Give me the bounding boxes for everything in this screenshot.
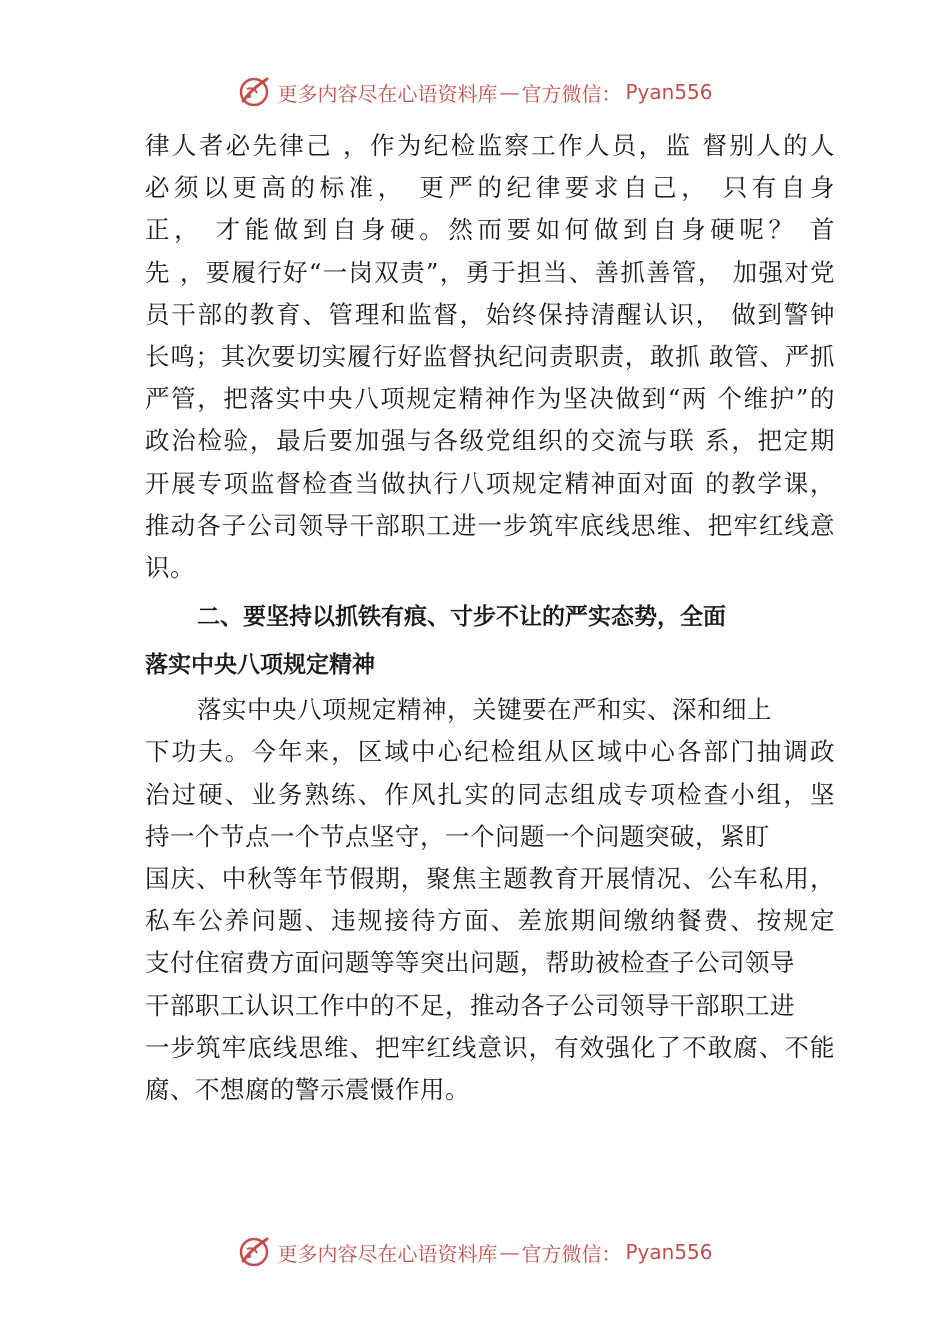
paragraph-line: 员干部的教育、管理和监督，始终保持清醒认识， 做到警钟 [145, 299, 835, 329]
paragraph-line: 一步筑牢底线思维、把牢红线意识，有效强化了不敢腐、不能 [145, 1032, 835, 1062]
paragraph-line: 推动各子公司领导干部职工进一步筑牢底线思维、把牢红线意 [145, 510, 835, 540]
paragraph-1 [145, 125, 835, 589]
paragraph-line: 必须以更高的标准， 更严的纪律要求自己， 只有自身 [145, 173, 835, 203]
paragraph-line: 持一个节点一个节点坚守，一个问题一个问题突破，紧盯 [145, 821, 770, 851]
watermark-wechat-id: Pyan556 [625, 1240, 713, 1264]
paragraph-line: 腐、不想腐的警示震慑作用。 [145, 1075, 470, 1105]
paragraph-line: 识。 [145, 553, 195, 583]
heading-line: 落实中央八项规定精神 [145, 652, 375, 679]
paragraph-line: 干部职工认识工作中的不足，推动各子公司领导干部职工进 [145, 990, 795, 1020]
paragraph-line: 严管，把落实中央八项规定精神作为坚决做到“两 个维护”的 [145, 384, 835, 414]
paragraph-line: 长鸣；其次要切实履行好监督执纪问责职责，敢抓 敢管、严抓 [145, 342, 835, 372]
watermark-footer [0, 1232, 950, 1272]
paragraph-line: 下功夫。今年来，区域中心纪检组从区域中心各部门抽调政 [145, 737, 835, 767]
brush-logo-icon [237, 1235, 271, 1269]
paragraph-line: 私车公养问题、违规接待方面、差旅期间缴纳餐费、按规定 [145, 906, 835, 936]
heading-line: 二、要坚持以抓铁有痕、寸步不让的严实态势，全面 [197, 604, 726, 631]
paragraph-line: 开展专项监督检查当做执行八项规定精神面对面 的教学课， [145, 468, 835, 498]
paragraph-2 [145, 689, 835, 1111]
paragraph-line: 支付住宿费方面问题等等突出问题，帮助被检查子公司领导 [145, 948, 795, 978]
watermark-wechat-label: 官方微信： [521, 1241, 622, 1266]
paragraph-line: 治过硬、业务熟练、作风扎实的同志组成专项检查小组，坚 [145, 779, 835, 809]
paragraph-line: 政治检验，最后要加强与各级党组织的交流与联 系，把定期 [145, 426, 835, 456]
watermark-wechat-id: Pyan556 [625, 80, 713, 104]
watermark-separator: — [499, 80, 520, 104]
watermark-text: 更多内容尽在心语资料库 [277, 81, 498, 106]
brush-logo-icon [237, 75, 271, 109]
section-heading-2 [145, 593, 835, 689]
document-body [145, 125, 835, 1111]
paragraph-line: 先 ，要履行好“一岗双责”，勇于担当、善抓善管， 加强对党 [145, 257, 835, 287]
watermark-text: 更多内容尽在心语资料库 [277, 1241, 498, 1266]
paragraph-line: 正， 才能做到自身硬。然而要如何做到自身硬呢？ 首 [145, 215, 835, 245]
watermark-wechat-label: 官方微信： [521, 81, 622, 106]
paragraph-line: 律人者必先律己 ，作为纪检监察工作人员，监 督别人的人 [145, 131, 835, 160]
paragraph-line: 落实中央八项规定精神，关键要在严和实、深和细上 [197, 695, 772, 725]
watermark-header [0, 72, 950, 112]
watermark-separator: — [499, 1240, 520, 1264]
paragraph-line: 国庆、中秋等年节假期，聚焦主题教育开展情况、公车私用， [145, 864, 835, 894]
